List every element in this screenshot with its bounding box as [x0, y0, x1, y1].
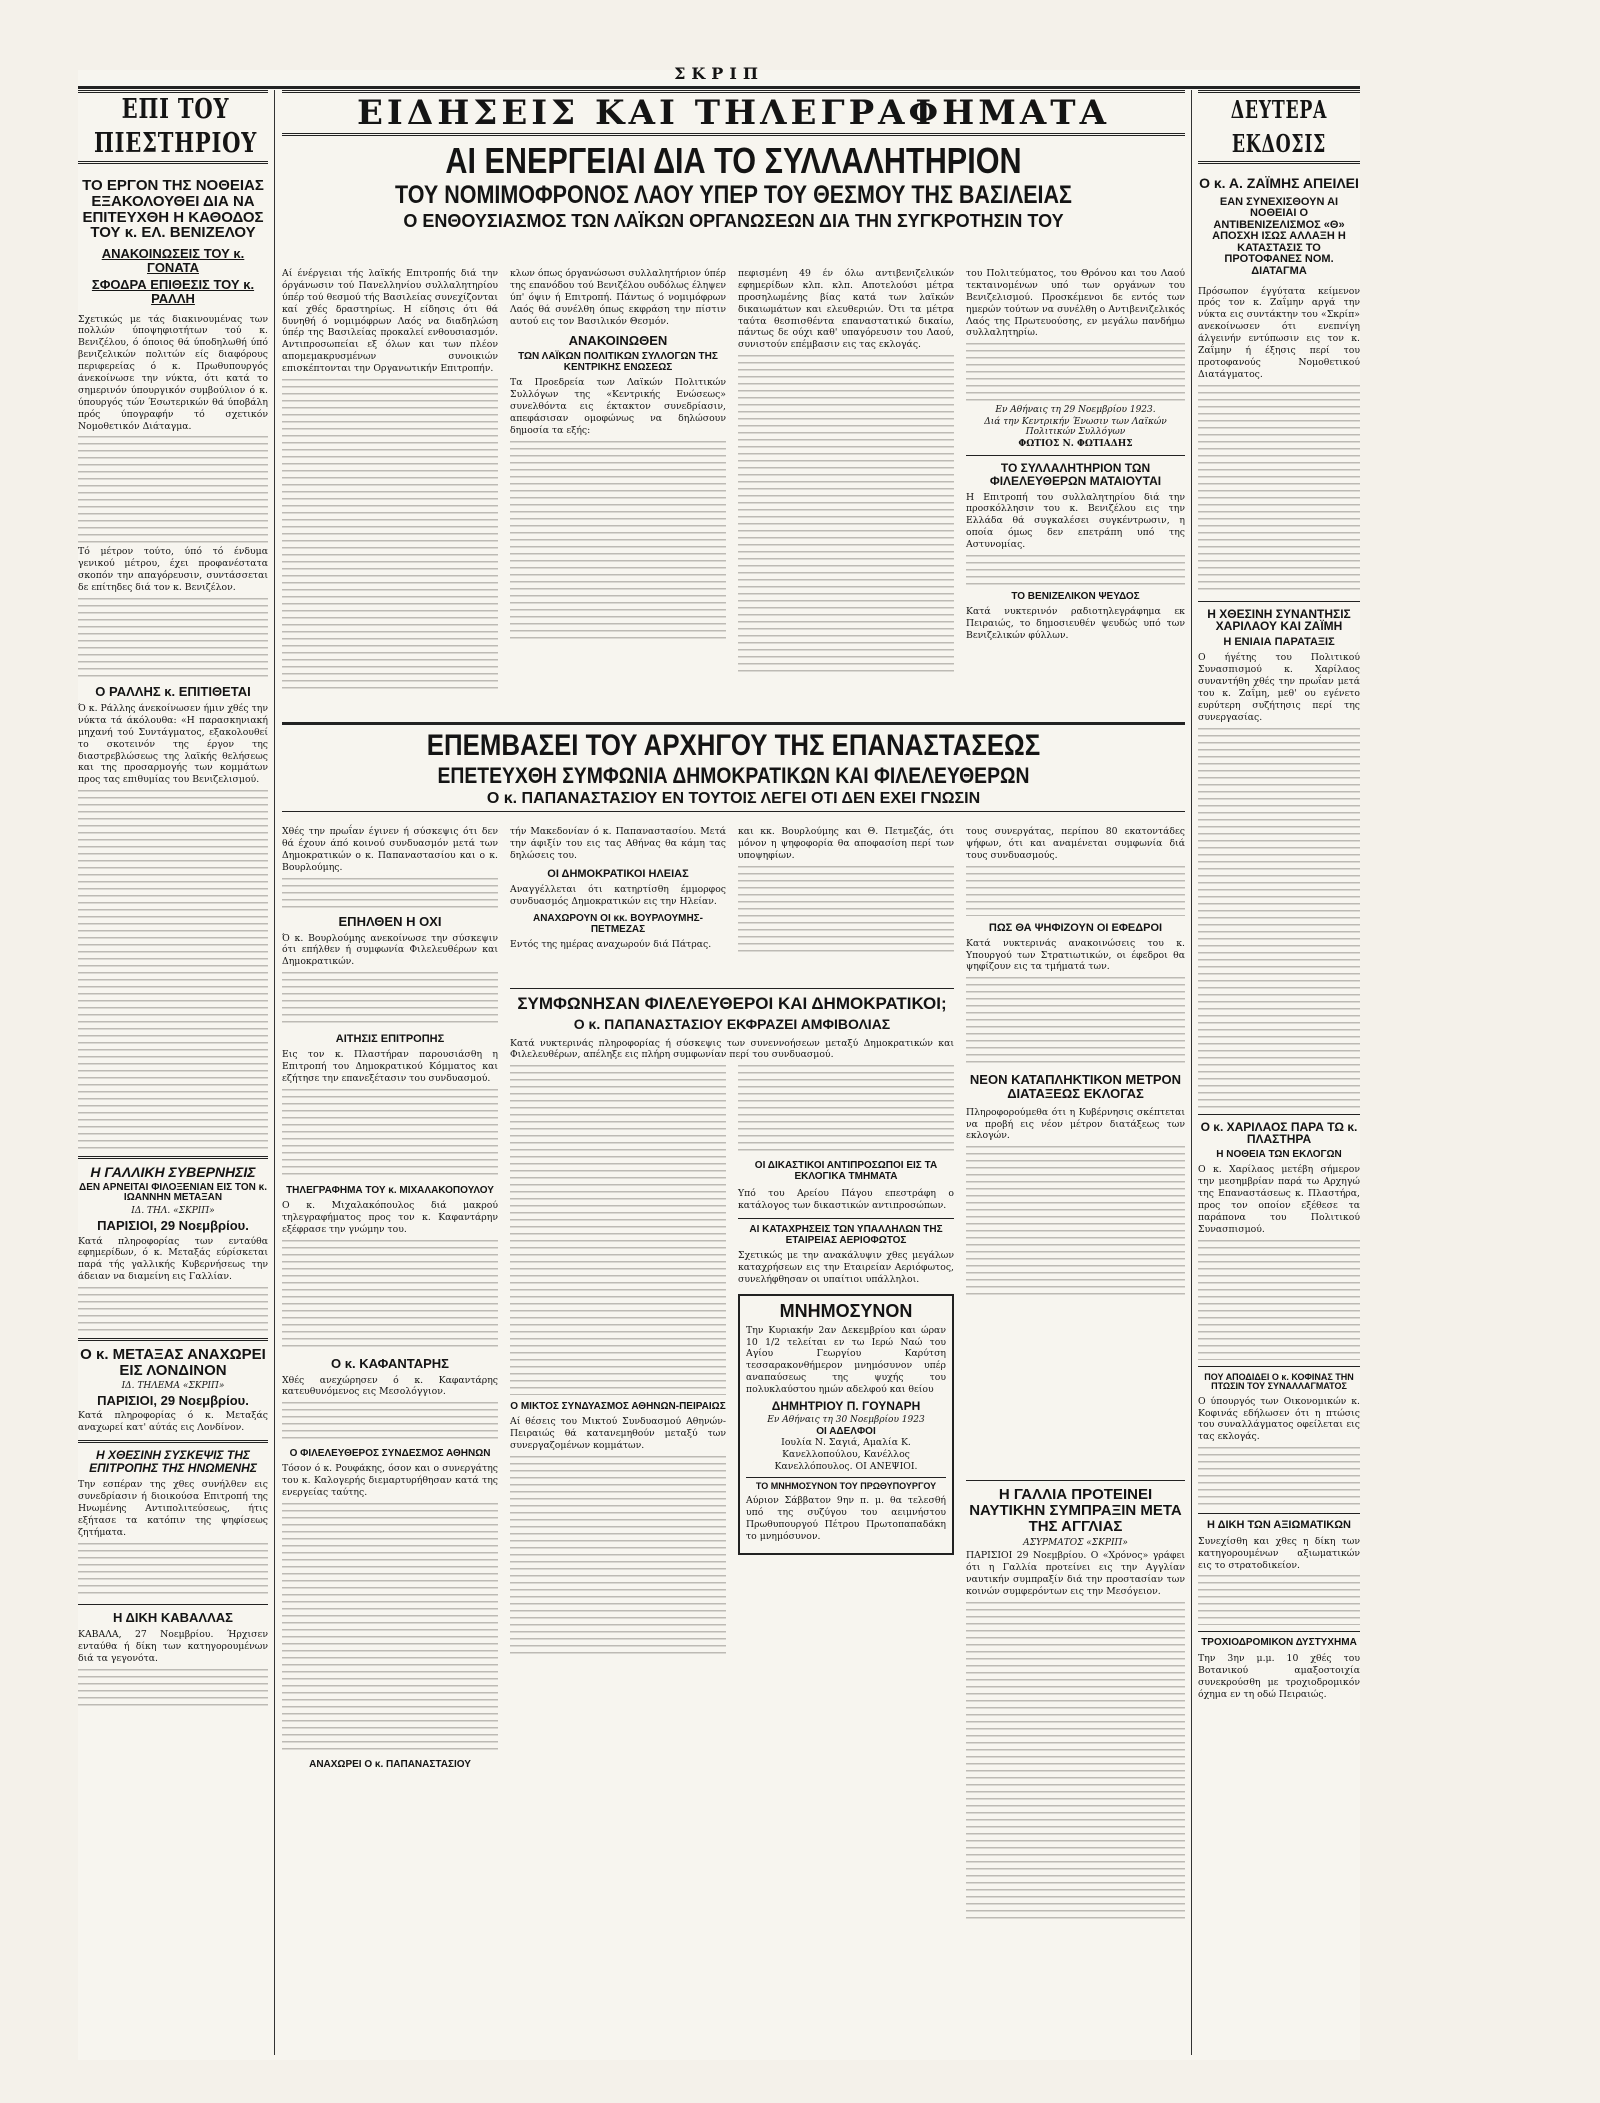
section-heading: Ο ΦΙΛΕΛΕΥΘΕΡΟΣ ΣΥΝΔΕΣΜΟΣ ΑΘΗΝΩΝ	[289, 1448, 491, 1460]
article-paragraph: Σχετικώς με τάς διακινουμένας των πολλών ύποψηφιοτήτων τού κ. Βενιζέλου, ό όποιος θά ύποδηλωθή ύπό βενιζελικών πολιτών είς διαφόρους περιφερείας ό κ. Πρωθυπουργός άνεκοίνωσε την νύκτα, ότι κατά το σημερινόν ύπουργικόν συμβούλιον ό κ. ύπουργός τών Έσωτερικών θά ύποβάλη πρός ύπογραφήν τό σχετικόν Νομοθετικόν Διάταγμα.	[78, 313, 268, 432]
memorial-date: Εν Αθήναις τη 30 Νοεμβρίου 1923	[767, 1414, 925, 1425]
left-column	[78, 90, 268, 2055]
byline: ΙΔ. ΤΗΛΕΜΑ «ΣΚΡΙΠ»	[121, 1380, 225, 1391]
main-headline: ΑΙ ΕΝΕΡΓΕΙΑΙ ΔΙΑ ΤΟ ΣΥΛΛΑΛΗΤΗΡΙΟΝ	[445, 140, 1022, 181]
text-block	[966, 977, 1185, 1067]
signature-org: Διά την Κεντρικήν Ένωσιν των Λαϊκών Πολιτικών Συλλόγων	[984, 417, 1167, 438]
middle-news-section	[282, 730, 1185, 2055]
memorial-name: ΔΗΜΗΤΡΙΟΥ Π. ΓΟΥΝΑΡΗ	[771, 1399, 921, 1413]
masthead-title: ΣΚΡΙΠ	[674, 64, 764, 83]
article-paragraph: Εις τον κ. Πλαστήραν παρουσιάσθη η Επιτροπή του Δημοκρατικού Κόμματος και εζήτησε την επανεξέτασιν του συνδυασμού.	[282, 1049, 498, 1085]
text-block	[966, 1602, 1185, 1922]
main-news-section	[282, 90, 1185, 730]
text-block	[738, 355, 954, 675]
article-paragraph: Ο κ. Μιχαλακόπουλος διά μακρού τηλεγραφήματος προς τον κ. Καφαντάρην εξέφρασε την γνώμην του.	[282, 1199, 498, 1235]
article-paragraph: Κατά πληροφορίας των ενταύθα εφημερίδων, ό κ. Μεταξάς εύρίσκεται παρά τής γαλλικής Κυβερνήσεως την άδειαν να διαμείνη εις Γαλλίαν.	[78, 1235, 268, 1283]
section-heading: ΕΠΗΛΘΕΝ Η ΟΧΙ	[338, 913, 442, 929]
text-block	[738, 1065, 954, 1155]
text-block	[78, 790, 268, 1150]
divider	[738, 1218, 954, 1219]
section-heading: ΤΟ ΒΕΝΙΖΕΛΙΚΟΝ ΨΕΥΔΟΣ	[1011, 590, 1140, 602]
middle-col1	[282, 826, 498, 1774]
left-subheadline: ΑΝΑΚΟΙΝΩΣΕΙΣ ΤΟΥ κ. ΓΟΝΑΤΑ	[101, 246, 245, 275]
text-block	[1198, 728, 1360, 1108]
dateline: ΠΑΡΙΣΙΟΙ, 29 Νοεμβρίου.	[97, 1392, 249, 1408]
text-block	[78, 1287, 268, 1332]
text-block	[1198, 1575, 1360, 1625]
article-paragraph: Κατά νυκτερινάς πληροφορίας ή σύσκεψις των συνεννοήσεων μεταξύ Δημοκρατικών και Φιλελευθέρων, απέληξε εις πλήρη συμφωνίαν περί του συνδυασμού.	[510, 1037, 954, 1061]
masthead	[78, 64, 1360, 89]
article-paragraph: Κατά νυκτερινόν ραδιοτηλεγράφημα εκ Πειραιώς, το δημοσιευθέν ψευδώς υπό των Βενιζελικών φύλλων.	[966, 605, 1185, 641]
article-paragraph: ΠΑΡΙΣΙΟΙ 29 Νοεμβρίου. Ο «Χρόνος» γράφει ότι η Γαλλία προτείνει εις την Αγγλίαν ναυτικήν συμπραξίν διά την προστασίαν των κοινών συμφερόντων εις την Μεσόγειον.	[966, 1550, 1185, 1597]
box-title: Ο κ. ΜΕΤΑΞΑΣ ΑΝΑΧΩΡΕΙ ΕΙΣ ΛΟΝΔΙΝΟΝ	[80, 1346, 266, 1379]
article-paragraph: τήν Μακεδονίαν ό κ. Παπαναστασίου. Μετά την άφιξίν του εις τας Αθήνας θα κάμη τας δηλώσεις του.	[510, 826, 726, 861]
article-paragraph: Τόσον ό κ. Ρουφάκης, όσον και ο συνεργάτης του κ. Καλογερής διεμαρτυρήθησαν κατά της ενεργείας ταύτης.	[282, 1463, 498, 1499]
column-rule	[274, 90, 275, 2055]
article-paragraph: και κκ. Βουρλούμης και Θ. Πετμεζάς, ότι μόνον η ψηφοφορία θα αποφασίση περί των υποψηφίων.	[738, 826, 954, 861]
signature-date: Εν Αθήναις τη 29 Νοεμβρίου 1923.	[995, 405, 1156, 416]
section-heading: ΑΙ ΚΑΤΑΧΡΗΣΕΙΣ ΤΩΝ ΥΠΑΛΛΗΛΩΝ ΤΗΣ ΕΤΑΙΡΕΙΑΣ ΑΕΡΙΟΦΩΤΟΣ	[749, 1224, 943, 1246]
article-paragraph: Υπό του Αρείου Πάγου επεστράφη ο κατάλογος των δικαστικών αντιπροσώπων.	[738, 1188, 954, 1212]
right-subheadline: ΕΑΝ ΣΥΝΕΧΙΣΘΟΥΝ ΑΙ ΝΟΘΕΙΑΙ Ο ΑΝΤΙΒΕΝΙΖΕΛΙΣΜΟΣ «Θ» ΑΠΟΣΧΗ ΙΣΩΣ ΑΛΛΑΞΗ Η ΚΑΤΑΣΤΑΣΙΣ ΤΟ ΠΡΟΤΟΦΑΝΕΣ ΝΟΜ. ΔΙΑΤΑΓΜΑ	[1212, 195, 1346, 277]
text-block	[78, 1669, 268, 1709]
article-paragraph: Ο κ. Χαρίλαος μετέβη σήμερον την μεσημβρίαν παρά τω Αρχηγώ της Επαναστάσεως κ. Πλαστήρα, προς τον οποίον εξέθεσε τα παράπονα του Πολιτικού Συνασπισμού.	[1198, 1164, 1360, 1235]
newspaper-page	[78, 64, 1360, 2060]
section-subheading: Ο κ. ΠΑΠΑΝΑΣΤΑΣΙΟΥ ΕΚΦΡΑΖΕΙ ΑΜΦΙΒΟΛΙΑΣ	[573, 1015, 891, 1032]
middle-col2	[510, 826, 726, 955]
memorial-title: ΜΝΗΜΟΣΥΝΟΝ	[779, 1300, 913, 1321]
memorial-family: ΟΙ ΑΔΕΛΦΟΙ	[816, 1425, 876, 1437]
article-paragraph: Αί ένέργειαι τής λαϊκής Επιτροπής διά την όργάνωσιν τού Πανελληνίου συλλαλητηρίου ύπέρ τού θεσμού τής Βασιλείας συνεχίζονται καί χθές δραστηρίως. Η είδησις ότι θά δυνηθή ό νομιμόφρων Λαός να διαδηλώση ύπέρ της Βασιλείας προκαλεί ενθουσιασμόν. Αντιπροσωπείαι εξ όλων και των πλέον απομεμακρυσμένων συνοικιών επισκέπτονται την Οργανωτικήν Επιτροπήν.	[282, 268, 498, 375]
box-subtitle: ΔΕΝ ΑΡΝΕΙΤΑΙ ΦΙΛΟΞΕΝΙΑΝ ΕΙΣ ΤΟΝ κ. ΙΩΑΝΝΗΝ ΜΕΤΑΞΑΝ	[79, 1181, 267, 1204]
text-block	[510, 441, 726, 641]
divider	[78, 1338, 268, 1341]
article-paragraph: Ο ύπουργός των Οικονομικών κ. Κοφινάς εδήλωσεν ότι η πτώσις του συναλλάγματος οφείλεται εις τας εκλογάς.	[1198, 1395, 1360, 1443]
article-paragraph: Την 3ην μ.μ. 10 χθές του Βοτανικού αμαξοστοιχία συνεκρούσθη με τροχιοδρομικόν όχημα εν τη οδώ Πειραιώς.	[1198, 1652, 1360, 1700]
left-banner: ΕΠΙ ΤΟΥ ΠΙΕΣΤΗΡΙΟΥ	[78, 90, 268, 164]
text-block	[966, 555, 1185, 585]
divider	[78, 1440, 268, 1443]
article-paragraph: Την εσπέραν της χθες συνήλθεν εις συνεδρίασιν ή διοικούσα Επιτροπή της Ηνωμένης Αντιπολιτεύσεως, ήτις εξήτασε τα κατόπιν της ψηφίσεως ζητήματα.	[78, 1479, 268, 1538]
section-subheading: Η ΝΟΘΕΙΑ ΤΩΝ ΕΚΛΟΓΩΝ	[1216, 1148, 1342, 1160]
section-heading: ΤΡΟΧΙΟΔΡΟΜΙΚΟΝ ΔΥΣΤΥΧΗΜΑ	[1201, 1637, 1357, 1649]
main-article-col2	[510, 268, 726, 641]
text-block	[966, 866, 1185, 916]
section-subheading: Η ΕΝΙΑΙΑ ΠΑΡΑΤΑΞΙΣ	[1223, 635, 1335, 648]
main-article-col3	[738, 268, 954, 675]
article-paragraph: Πρόσωπον έγγύτατα κείμενον πρός τον κ. Ζαΐμην αργά την νύκτα εις συντάκτην του «Σκρίπ» ανεκοίνωσεν ότι ενεπνίγη άλγεινήν εντύπωσιν εις τον κ. Ζαΐμην ή έξησις περί του προτοφανούς Νομοθετικού Διατάγματος.	[1198, 285, 1360, 380]
text-block	[966, 1146, 1185, 1296]
text-block	[510, 1065, 726, 1395]
text-block	[282, 972, 498, 1027]
section-heading: ΑΙΤΗΣΙΣ ΕΠΙΤΡΟΠΗΣ	[335, 1033, 445, 1046]
text-block	[966, 343, 1185, 403]
coalition-article	[510, 988, 954, 1656]
article-paragraph: Τό μέτρον τούτο, ύπό τό ένδυμα γενικού μέτρου, έχει προφανέστατα σκοπόν την απαγόρευσιν, συντάσσεται δε επίτηδες διά τον κ. Βενιζέλον.	[78, 546, 268, 594]
section-heading: Ο κ. ΧΑΡΙΛΑΟΣ ΠΑΡΑ ΤΩ κ. ΠΛΑΣΤΗΡΑ	[1200, 1119, 1358, 1147]
section-heading: ΟΙ ΔΙΚΑΣΤΙΚΟΙ ΑΝΤΙΠΡΟΣΩΠΟΙ ΕΙΣ ΤΑ ΕΚΛΟΓΙΚΑ ΤΜΗΜΑΤΑ	[754, 1160, 938, 1182]
article-paragraph: Αί θέσεις του Μικτού Συνδυασμού Αθηνών-Πειραιώς θά κατανεμηθούν μεταξύ των συνεργαζομένων κομμάτων.	[510, 1416, 726, 1452]
article-paragraph: ΚΑΒΑΛΑ, 27 Νοεμβρίου. Ήρχισεν ενταύθα ή δίκη των κατηγορουμένων διά τα γεγονότα.	[78, 1629, 268, 1665]
divider	[966, 455, 1185, 456]
right-column	[1198, 90, 1360, 2055]
middle-col3	[738, 826, 954, 956]
main-subheadline: ΤΟΥ ΝΟΜΙΜΟΦΡΟΝΟΣ ΛΑΟΥ ΥΠΕΡ ΤΟΥ ΘΕΣΜΟΥ ΤΗΣ ΒΑΣΙΛΕΙΑΣ	[395, 180, 1072, 209]
text-block	[282, 1240, 498, 1350]
article-paragraph: Χθές ανεχώρησεν ό κ. Καφαντάρης κατευθυνόμενος εις Μεσολόγγιον.	[282, 1374, 498, 1398]
article-paragraph: πεφισμένη 49 έν όλω αντιβενιζελικών εφημερίδων κλπ. κλπ. Αποτελούσι μέτρα προσηλωμένης βίας κατά των λαϊκών δικαιωμάτων και ελευθεριών. Ότι τα μέτρα ταύτα θεσπισθέντα επαναστατικώ δικαίω, πάντως δε ούχι καθ' υπαγόρευσιν του Λαού, συνιστούν επέμβασιν εις τας εκλογάς.	[738, 268, 954, 351]
text-block	[1198, 1240, 1360, 1360]
france-article	[966, 1480, 1185, 1922]
text-block	[282, 1402, 498, 1442]
article-paragraph: Ό κ. Βουρλούμης ανεκοίνωσε την σύσκεψιν ότι επήλθεν ή συμφωνία Φιλελευθέρων και Δημοκρατικών.	[282, 932, 498, 968]
middle-subheadline: ΕΠΕΤΕΥΧΘΗ ΣΥΜΦΩΝΙΑ ΔΗΜΟΚΡΑΤΙΚΩΝ ΚΑΙ ΦΙΛΕΛΕΥΘΕΡΩΝ	[437, 762, 1030, 788]
text-block	[1198, 385, 1360, 595]
divider	[1198, 1366, 1360, 1367]
section-heading: Η ΧΘΕΣΙΝΗ ΣΥΝΑΝΤΗΣΙΣ ΧΑΡΙΛΑΟΥ ΚΑΙ ΖΑΪΜΗ	[1207, 606, 1351, 634]
memorial-notice	[738, 1294, 954, 1555]
box-title: Η ΓΑΛΛΙΚΗ ΣΥΒΕΡΝΗΣΙΣ	[90, 1164, 256, 1181]
divider	[1198, 1513, 1360, 1514]
article-paragraph: Κατά πληροφορίας ό κ. Μεταξάς αναχωρεί κατ' αύτάς εις Λονδίνον.	[78, 1410, 268, 1434]
divider	[78, 1156, 268, 1159]
signature-name: ΦΩΤΙΟΣ Ν. ΦΩΤΙΑΔΗΣ	[1018, 439, 1133, 450]
text-block	[78, 1543, 268, 1598]
byline: ΙΔ. ΤΗΛ. «ΣΚΡΙΠ»	[131, 1205, 215, 1216]
article-paragraph: Χθές την πρωΐαν έγινεν ή σύσκεψις ότι δεν θά έχουν άπό κοινού συνδυασμόν μετά των Δημοκρατικών ο κ. Παπαναστασίου και ο κ. Βουρλούμης.	[282, 826, 498, 873]
section-heading: ΑΝΑΧΩΡΟΥΝ ΟΙ κκ. ΒΟΥΡΛΟΥΜΗΣ-ΠΕΤΜΕΖΑΣ	[532, 913, 703, 936]
article-paragraph: του Πολιτεύματος, του Θρόνου και του Λαού τεκταινομένων υπό των οργάνων του Βενιζελισμού. Προσκέμενοι δε εντός των ημερών τούτων να συνέλθη ο Αντιβενιζελικός Λαός της Πρωτευούσης, εν μεγάλω πανδήμω συλλαλητηρίω.	[966, 268, 1185, 339]
right-banner: ΔΕΥΤΕΡΑ ΕΚΔΟΣΙΣ	[1198, 90, 1360, 164]
left-headline: ΤΟ ΕΡΓΟΝ ΤΗΣ ΝΟΘΕΙΑΣ ΕΞΑΚΟΛΟΥΘΕΙ ΔΙΑ ΝΑ ΕΠΙΤΕΥΧΘΗ Η ΚΑΘΟΔΟΣ ΤΟΥ κ. ΕΛ. ΒΕΝΙΖΕΛΟΥ	[82, 177, 264, 242]
section-heading: Η ΓΑΛΛΙΑ ΠΡΟΤΕΙΝΕΙ ΝΑΥΤΙΚΗΝ ΣΥΜΠΡΑΞΙΝ ΜΕΤΑ ΤΗΣ ΑΓΓΛΙΑΣ	[969, 1486, 1182, 1535]
main-banner: ΕΙΔΗΣΕΙΣ ΚΑΙ ΤΗΛΕΓΡΑΦΗΜΑΤΑ	[282, 90, 1185, 136]
article-paragraph: Η Επιτροπή του συλλαλητηρίου διά την προσκόλλησιν του κ. Βενιζέλου εις την Ελλάδα θά συγκαλέσει συγκέντρωσιν, η οποία όμως δεν επετράπη υπό της Αστυνομίας.	[966, 491, 1185, 551]
middle-subheadline: Ο κ. ΠΑΠΑΝΑΣΤΑΣΙΟΥ ΕΝ ΤΟΥΤΟΙΣ ΛΕΓΕΙ ΟΤΙ ΔΕΝ ΕΧΕΙ ΓΝΩΣΙΝ	[282, 791, 1185, 813]
box-title: Η ΔΙΚΗ ΚΑΒΑΛΛΑΣ	[113, 1609, 233, 1625]
box-title: Η ΧΘΕΣΙΝΗ ΣΥΣΚΕΨΙΣ ΤΗΣ ΕΠΙΤΡΟΠΗΣ ΤΗΣ ΗΝΩΜΕΝΗΣ	[89, 1448, 257, 1475]
article-paragraph: Σχετικώς με την ανακάλυψιν χθες μεγάλων καταχρήσεων εις την Εταιρείαν Αεριόφωτος, συνελήφθησαν οι υπαίτιοι υπάλληλοι.	[738, 1250, 954, 1285]
text-block	[282, 1503, 498, 1753]
text-block	[510, 1456, 726, 1656]
text-block	[738, 866, 954, 956]
section-heading: ΠΩΣ ΘΑ ΨΗΦΙΖΟΥΝ ΟΙ ΕΦΕΔΡΟΙ	[988, 921, 1163, 934]
middle-headline: ΕΠΕΜΒΑΣΕΙ ΤΟΥ ΑΡΧΗΓΟΥ ΤΗΣ ΕΠΑΝΑΣΤΑΣΕΩΣ	[426, 730, 1041, 762]
dateline: ΠΑΡΙΣΙΟΙ, 29 Νοεμβρίου.	[97, 1217, 249, 1233]
divider	[1198, 1631, 1360, 1632]
article-paragraph: Ό κ. Ράλλης άνεκοίνωσεν ήμιν χθές την νύκτα τά άκόλουθα: «Η παρασκηνιακή μηχανή τού Συντάγματος, εξακολουθεί το σκοτεινόν της έργον της διαστρεβλώσεως της λαϊκής θελήσεως και της προσαρμογής των κομμάτων προς τας επιθυμίας του Βενιζελισμού.	[78, 703, 268, 786]
memorial-text: Την Κυριακήν 2αν Δεκεμβρίου και ώραν 10 1/2 τελείται εν τω Ιερώ Ναώ του Αγίου Γεωργίου Καρύτση τεσσαρακονθήμερον μνημόσυνον υπέρ αναπαύσεως της ψυχής του πολυκλαύστου ημών αδελφού και θείου	[746, 1324, 946, 1396]
section-heading: Ο ΡΑΛΛΗΣ κ. ΕΠΙΤΙΘΕΤΑΙ	[95, 684, 251, 700]
memorial-names: Ιουλία Ν. Σαγιά, Αμαλία Κ. Κανελλοπούλου, Κανέλλος Κανελλόπουλος. ΟΙ ΑΝΕΨΙΟΙ.	[774, 1437, 918, 1472]
section-heading: Ο ΜΙΚΤΟΣ ΣΥΝΔΥΑΣΜΟΣ ΑΘΗΝΩΝ-ΠΕΙΡΑΙΩΣ	[510, 1401, 726, 1413]
article-paragraph: Τα Προεδρεία των Λαϊκών Πολιτικών Συλλόγων της «Κεντρικής Ενώσεως» συνελθόντα εις έκτακτον συνεδρίασιν, απεφάσισαν ομοφώνως να δηλώσουν δημοσία τα εξής:	[510, 377, 726, 437]
main-subheadline: Ο ΕΝΘΟΥΣΙΑΣΜΟΣ ΤΩΝ ΛΑΪΚΩΝ ΟΡΓΑΝΩΣΕΩΝ ΔΙΑ ΤΗΝ ΣΥΓΚΡΟΤΗΣΙΝ ΤΟΥ	[403, 211, 1064, 232]
section-heading: ΟΙ ΔΗΜΟΚΡΑΤΙΚΟΙ ΗΛΕΙΑΣ	[547, 867, 689, 880]
memorial-subheading: ΤΟ ΜΝΗΜΟΣΥΝΟΝ ΤΟΥ ΠΡΩΘΥΠΟΥΡΓΟΥ	[746, 1477, 946, 1491]
divider	[78, 1604, 268, 1605]
column-rule	[1191, 90, 1192, 2055]
text-block	[282, 1089, 498, 1179]
section-heading: Η ΔΙΚΗ ΤΩΝ ΑΞΙΩΜΑΤΙΚΩΝ	[1206, 1519, 1351, 1532]
left-subheadline: ΣΦΟΔΡΑ ΕΠΙΘΕΣΙΣ ΤΟΥ κ. ΡΑΛΛΗ	[91, 277, 255, 306]
article-paragraph: Αναγγέλλεται ότι κατηρτίσθη έμμορφος συνδυασμός Δημοκρατικών εις την Ηλείαν.	[510, 883, 726, 907]
text-block	[78, 436, 268, 546]
divider	[282, 722, 1185, 725]
section-subheading: ΤΩΝ ΛΑΪΚΩΝ ΠΟΛΙΤΙΚΩΝ ΣΥΛΛΟΓΩΝ ΤΗΣ ΚΕΝΤΡΙΚΗΣ ΕΝΩΣΕΩΣ	[518, 351, 718, 373]
section-heading: Ο κ. ΚΑΦΑΝΤΑΡΗΣ	[331, 1355, 449, 1371]
article-paragraph: κλων όπως όργανώσωσι συλλαλητήριον ύπέρ της επανόδου τού Βενιζέλου ουδόλως έληψεν ύπ' όψιν ή Επιτροπή. Πάντως ό νομιμόφρων Λαός θά συνέλθη όπως εκφράση την πίστιν αυτού εις τον Βασιλικόν Θεσμόν.	[510, 268, 726, 327]
section-heading: ΑΝΑΚΟΙΝΩΘΕΝ	[568, 333, 668, 349]
main-article-col4	[966, 268, 1185, 646]
article-paragraph: Εντός της ημέρας αναχωρούν διά Πάτρας.	[510, 939, 712, 951]
section-heading: ΠΟΥ ΑΠΟΔΙΔΕΙ Ο κ. ΚΟΦΙΝΑΣ ΤΗΝ ΠΤΩΣΙΝ ΤΟΥ ΣΥΝΑΛΛΑΓΜΑΤΟΣ	[1204, 1371, 1354, 1392]
byline: ΑΣΥΡΜΑΤΟΣ «ΣΚΡΙΠ»	[1023, 1538, 1128, 1549]
article-paragraph: Πληροφορούμεθα ότι η Κυβέρνησις σκέπτεται να προβή εις νέον μέτρον διατάξεως των εκλογών.	[966, 1106, 1185, 1142]
divider	[1198, 1114, 1360, 1115]
section-heading: ΣΥΜΦΩΝΗΣΑΝ ΦΙΛΕΛΕΥΘΕΡΟΙ ΚΑΙ ΔΗΜΟΚΡΑΤΙΚΟΙ;	[517, 994, 947, 1013]
middle-col4	[966, 826, 1185, 1296]
section-heading: ΑΝΑΧΩΡΕΙ Ο κ. ΠΑΠΑΝΑΣΤΑΣΙΟΥ	[309, 1759, 471, 1771]
article-paragraph: Συνεχίσθη και χθες η δίκη των κατηγορουμένων αξιωματικών εις το στρατοδικείον.	[1198, 1535, 1360, 1571]
article-paragraph: τους συνεργάτας, περίπου 80 εκατοντάδες ψήφων, ότι και αναμένεται συμφωνία διά τους συνδυασμούς.	[966, 826, 1185, 861]
divider	[1198, 601, 1360, 602]
text-block	[282, 878, 498, 908]
article-paragraph: Κατά νυκτερινάς ανακοινώσεις του κ. Υπουργού των Στρατιωτικών, οι έφεδροι θα ψηφίζουν εις τα τμήματά των.	[966, 937, 1185, 973]
article-paragraph: Ο ήγέτης του Πολιτικού Συνασπισμού κ. Χαρίλαος συναντήθη χθές την πρωΐαν μετά του κ. Ζαΐμη, μεθ' ου εγένετο ευρύτερη συζήτησις περί της συνεργασίας.	[1198, 652, 1360, 723]
section-heading: ΤΟ ΣΥΛΛΑΛΗΤΗΡΙΟΝ ΤΩΝ ΦΙΛΕΛΕΥΘΕΡΩΝ ΜΑΤΑΙΟΥΤΑΙ	[989, 461, 1162, 488]
memorial-text: Αύριον Σάββατον 9ην π. μ. θα τελεσθή υπό της συζύγου του αειμνήστου Πρωθυπουργού Πέτρου Πρωτοπαπαδάκη το μνημόσυνον.	[746, 1495, 946, 1542]
main-article-col1	[282, 268, 498, 689]
text-block	[78, 598, 268, 678]
right-headline: Ο κ. Α. ΖΑΪΜΗΣ ΑΠΕΙΛΕΙ	[1199, 175, 1359, 191]
text-block	[282, 379, 498, 689]
text-block	[1198, 1447, 1360, 1507]
section-heading: ΤΗΛΕΓΡΑΦΗΜΑ ΤΟΥ κ. ΜΙΧΑΛΑΚΟΠΟΥΛΟΥ	[286, 1184, 494, 1196]
section-heading: ΝΕΟΝ ΚΑΤΑΠΛΗΚΤΙΚΟΝ ΜΕΤΡΟΝ ΔΙΑΤΑΞΕΩΣ ΕΚΛΟΓΑΣ	[969, 1072, 1182, 1101]
